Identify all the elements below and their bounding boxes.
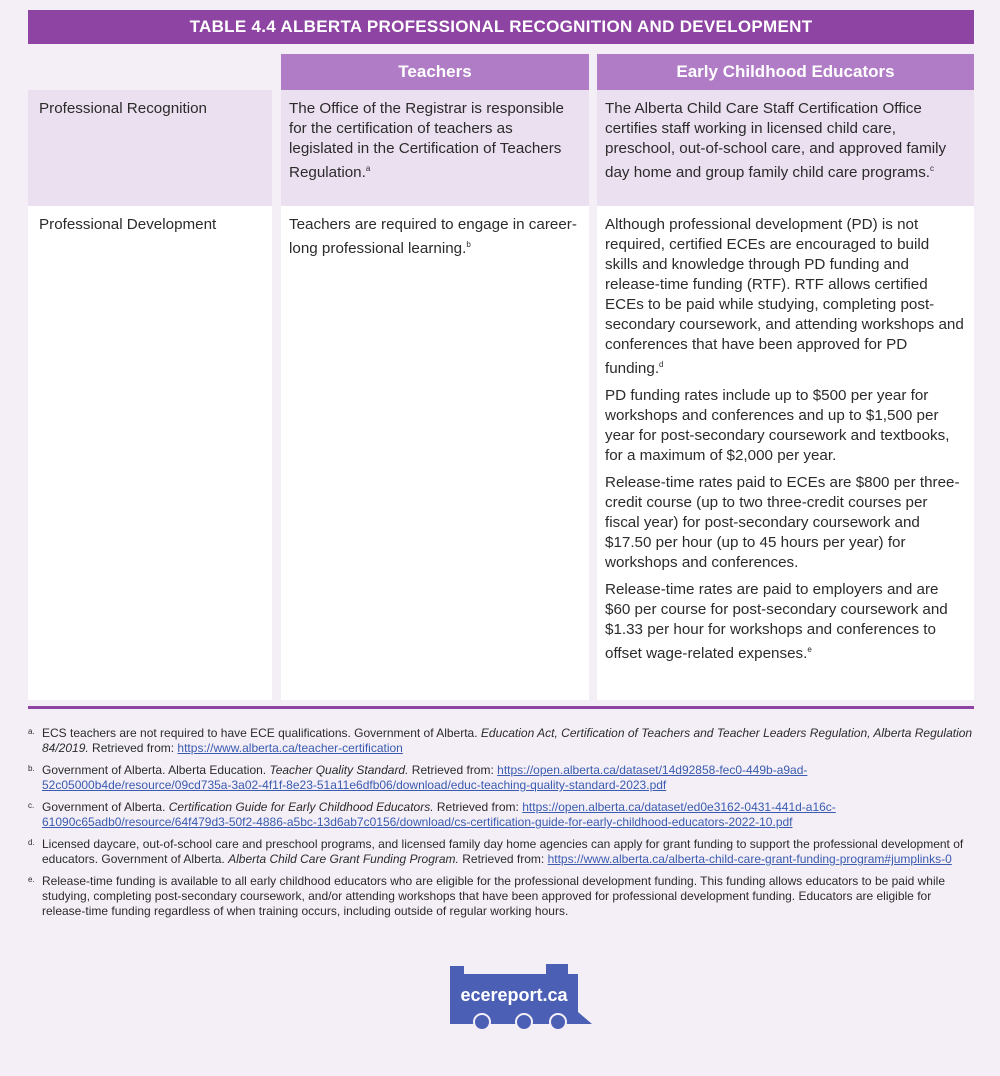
footnote-title: Certification Guide for Early Childhood Educators. [168, 800, 434, 814]
cell-text: The Alberta Child Care Staff Certification Office certifies staff working in licensed child care, preschool, out-of-school care, and approved family day home and group family child care programs. [605, 100, 947, 181]
footnote-link[interactable]: https://www.alberta.ca/alberta-child-care-grant-funding-program#jumplinks-0 [547, 852, 952, 866]
footnote-c [28, 800, 974, 830]
column-header-ece: Early Childhood Educators [597, 54, 974, 90]
footnote-text: Government of Alberta. Alberta Education. [42, 763, 270, 777]
footnote-title: Education Act, Certification of Teachers and Teacher Leaders Regulation, Alberta Regulation 84/2019. [42, 726, 973, 755]
cell-recognition-ece [597, 90, 974, 206]
cell-development-ece [597, 206, 974, 700]
footnote-text: Retrieved from: [433, 800, 523, 814]
footnote-text: Retrieved from: [408, 763, 498, 777]
table-bottom-rule [28, 706, 974, 709]
footnote-marker: b [466, 240, 471, 249]
footnote-link[interactable]: https://www.alberta.ca/teacher-certification [177, 741, 403, 755]
footnote-a [28, 726, 974, 756]
footnote-mark: d. [28, 838, 35, 847]
footnote-mark: e. [28, 875, 35, 884]
footnote-marker: c [930, 164, 935, 173]
row-label-text: Professional Development [39, 216, 217, 233]
footnote-text: Licensed daycare, out-of-school care and preschool programs, and licensed family day home agencies can apply for grant funding to support the professional development of educators. Government of Alberta. [42, 837, 964, 866]
paragraph-text: Release-time rates are paid to employers and are $60 per course for post-secondary coursework and $1.33 per hour for workshops and conferences to offset wage-related expenses. [605, 581, 948, 662]
footnote-marker: d [659, 360, 664, 369]
footnote-title: Alberta Child Care Grant Funding Program. [228, 852, 459, 866]
paragraph-text: PD funding rates include up to $500 per year for workshops and conferences and up to $1,500 per year for post-secondary coursework and textbooks, for a maximum of $2,000 per year. [605, 387, 950, 464]
cell-text: The Office of the Registrar is responsible for the certification of teachers as legislated in the Certification of Teachers Regulation. [289, 100, 564, 181]
cell-development-teachers [281, 206, 589, 700]
footnote-marker: e [807, 645, 812, 654]
footnote-mark: b. [28, 764, 35, 773]
paragraph-text: Release-time rates paid to ECEs are $800 per three-credit course (up to two three-credit courses per fiscal year) for post-secondary coursework and $17.50 per hour (up to 45 hours per year) for workshops and conferences. [605, 474, 960, 571]
footnote-mark: c. [28, 801, 35, 810]
column-header-teachers: Teachers [281, 54, 589, 90]
ece-paragraph-3 [605, 473, 966, 573]
footnote-text: Retrieved from: [88, 741, 178, 755]
ece-paragraph-1 [605, 215, 966, 379]
row-label-recognition [28, 90, 272, 206]
footnote-d [28, 837, 974, 867]
footnote-mark: a. [28, 727, 35, 736]
row-label-development [28, 206, 272, 700]
logo-text: ecereport.ca [460, 985, 568, 1005]
footnote-link[interactable]: https://open.alberta.ca/dataset/ed0e3162-0431-441d-a16c-61090c65adb0/resource/64f479d3-50f2-4886-a5bc-13d6ab7c0156/download/cs-certification-guide-for-early-childhood-educators-2022-10.pdf [42, 800, 836, 829]
ece-paragraph-2 [605, 386, 966, 466]
footnote-link[interactable]: https://open.alberta.ca/dataset/14d92858-fec0-449b-a9ad-52c05000b4de/resource/09cd735a-3a02-4f1f-8e23-51a11e6dfb06/download/educ-teaching-quality-standard-2023.pdf [42, 763, 808, 792]
paragraph-text: Although professional development (PD) is not required, certified ECEs are encouraged to build skills and knowledge through PD funding and release-time funding (RTF). RTF allows certified ECEs to be paid while studying, completing post-secondary coursework, and attending workshops and conferences that have been approved for PD funding. [605, 216, 964, 377]
footnote-title: Teacher Quality Standard. [269, 763, 409, 777]
footnotes [28, 726, 974, 926]
footnote-e [28, 874, 974, 919]
footnote-text: Retrieved from: [458, 852, 548, 866]
footnote-text: Government of Alberta. [42, 800, 169, 814]
cell-recognition-teachers [281, 90, 589, 206]
row-label-text: Professional Recognition [39, 100, 208, 117]
footnote-marker: a [365, 164, 371, 173]
footnote-b [28, 763, 974, 793]
cell-text: Teachers are required to engage in career-long professional learning. [289, 216, 577, 257]
footnote-text: Release-time funding is available to all early childhood educators who are eligible for the professional development funding. This funding allows educators to be paid while studying, completing post-secondary coursework, and/or attending workshops that have been approved for professional development funding. Educators are eligible for release-time funding regardless of when training occurs, including outside of regular working hours. [42, 874, 945, 918]
ece-paragraph-4 [605, 580, 966, 664]
footnote-text: ECS teachers are not required to have ECE qualifications. Government of Alberta. [42, 726, 481, 740]
table-title: TABLE 4.4 ALBERTA PROFESSIONAL RECOGNITION AND DEVELOPMENT [28, 10, 974, 44]
